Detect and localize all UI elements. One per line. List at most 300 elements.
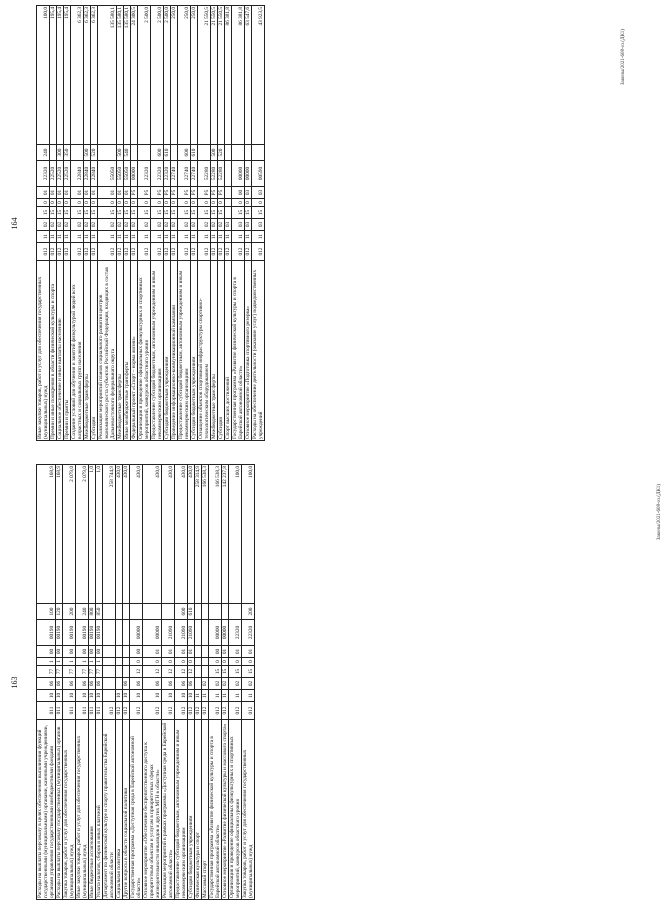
table-row bbox=[232, 6, 245, 441]
target-article-sub: 0 bbox=[252, 199, 265, 207]
table-row bbox=[198, 6, 211, 441]
table-row bbox=[252, 6, 265, 441]
table-row bbox=[103, 465, 116, 900]
amount: 166 538,3 bbox=[202, 465, 209, 604]
row-name: Предоставление субсидий бюджетным, автономным учреждениям и иным некоммерческим организациям bbox=[178, 261, 191, 441]
subsection-code: 02 bbox=[151, 219, 164, 231]
row-name: Создание условий для обучения и занятий физкультурой людей всех возрастных и социальных групп населения bbox=[71, 261, 84, 441]
table-row bbox=[130, 465, 143, 900]
target-article-sub: 1 bbox=[56, 658, 63, 666]
target-article-sub: 0 bbox=[117, 199, 124, 207]
subsection-code: 02 bbox=[198, 219, 211, 231]
subsection-code: 06 bbox=[89, 678, 96, 690]
expense-type bbox=[103, 604, 116, 620]
amount: 1,0 bbox=[89, 465, 96, 604]
grbs-code: 012 bbox=[37, 243, 50, 261]
grbs-code: 012 bbox=[117, 243, 124, 261]
subsection-code: 02 bbox=[84, 219, 91, 231]
target-article-event: 01 bbox=[242, 646, 255, 658]
amount: 258 314,9 bbox=[195, 465, 202, 604]
target-article-direction: 00590 bbox=[252, 161, 265, 187]
target-article-program: 12 bbox=[130, 666, 143, 678]
row-name: Физическая культура и спорт bbox=[195, 720, 202, 900]
target-article-event: 00 bbox=[63, 646, 76, 658]
amount: 135 580,1 bbox=[124, 6, 131, 145]
section-code: 10 bbox=[76, 690, 89, 702]
subsection-code: 02 bbox=[229, 678, 242, 690]
target-article-event bbox=[103, 646, 116, 658]
target-article-direction: 00000 bbox=[232, 161, 245, 187]
amount: 195,4 bbox=[50, 6, 57, 145]
target-article-sub bbox=[202, 658, 209, 666]
table-row bbox=[225, 6, 232, 441]
target-article-direction bbox=[116, 620, 123, 646]
target-article-sub: 0 bbox=[151, 199, 164, 207]
section-code: 10 bbox=[162, 690, 175, 702]
amount: 6 362,3 bbox=[71, 6, 84, 145]
target-article-direction bbox=[103, 620, 116, 646]
section-code: 10 bbox=[116, 690, 123, 702]
target-article-direction: 21090 bbox=[175, 620, 188, 646]
section-code: 11 bbox=[245, 231, 252, 243]
target-article-direction: 52280 bbox=[218, 161, 225, 187]
row-name: Расходы на выплаты персоналу в целях обеспечения выполнения функций государственными (муниципальными) органами, казенными учреждениями, органами управления государственными внебюджетными фондами bbox=[37, 720, 56, 900]
target-article-event: 01 bbox=[124, 187, 131, 199]
section-code: 10 bbox=[63, 690, 76, 702]
row-name: Реализация мероприятий планов социального развития центров экономического роста субъектов Российской Федерации, входящих в состав Дальневосточного федерального округа bbox=[98, 261, 117, 441]
target-article-event: 01 bbox=[37, 187, 50, 199]
target-article-direction: 21090 bbox=[188, 620, 195, 646]
row-name: Закупка товаров, работ и услуг для обеспечения государственных (муниципальных) нужд bbox=[63, 720, 76, 900]
target-article-direction: 00190 bbox=[96, 620, 103, 646]
target-article-sub: 0 bbox=[37, 199, 50, 207]
target-article-program: 77 bbox=[89, 666, 96, 678]
table-row bbox=[175, 465, 188, 900]
row-name: Спорт высших достижений bbox=[225, 261, 232, 441]
section-code: 11 bbox=[71, 231, 84, 243]
amount: 135 580,1 bbox=[98, 6, 117, 145]
target-article-event: 01 bbox=[57, 187, 64, 199]
subsection-code bbox=[195, 678, 202, 690]
target-article-sub: 0 bbox=[131, 199, 138, 207]
target-article-event: 00 bbox=[130, 646, 143, 658]
amount: 430,0 bbox=[143, 465, 162, 604]
target-article-event: 01 bbox=[64, 187, 71, 199]
expense-type: 200 bbox=[63, 604, 76, 620]
subsection-code: 02 bbox=[202, 678, 209, 690]
target-article-sub: 0 bbox=[164, 199, 171, 207]
expense-type bbox=[198, 145, 211, 161]
target-article-event: 00 bbox=[76, 646, 89, 658]
grbs-code: 012 bbox=[130, 702, 143, 720]
amount: 430,0 bbox=[188, 465, 195, 604]
expense-type: 240 bbox=[76, 604, 89, 620]
amount: 2 500,0 bbox=[151, 6, 164, 145]
table-row bbox=[50, 6, 57, 441]
amount: 430,0 bbox=[116, 465, 123, 604]
section-code: 11 bbox=[218, 231, 225, 243]
table-row bbox=[96, 465, 103, 900]
row-name: Иные бюджетные ассигнования bbox=[89, 720, 96, 900]
subsection-code: 06 bbox=[37, 678, 56, 690]
target-article-program: 77 bbox=[63, 666, 76, 678]
row-name: Межбюджетные трансферты bbox=[211, 261, 218, 441]
amount: 195,4 bbox=[64, 6, 71, 145]
amount: 195,4 bbox=[57, 6, 64, 145]
target-article-event: P5 bbox=[151, 187, 164, 199]
target-article-program: 15 bbox=[252, 207, 265, 219]
table-row bbox=[188, 465, 195, 900]
target-article-program: 77 bbox=[37, 666, 56, 678]
amount: 86 381,8 bbox=[232, 6, 245, 145]
grbs-code: 012 bbox=[229, 702, 242, 720]
target-article-sub: 0 bbox=[191, 199, 198, 207]
subsection-code: 03 bbox=[252, 219, 265, 231]
target-article-direction: 55050 bbox=[117, 161, 124, 187]
row-name: Массовый спорт bbox=[202, 720, 209, 900]
row-name: Другие вопросы в области социальной политики bbox=[123, 720, 130, 900]
budget-table bbox=[36, 464, 255, 900]
subsection-code: 06 bbox=[63, 678, 76, 690]
target-article-direction: 22740 bbox=[178, 161, 191, 187]
target-article-program: 15 bbox=[57, 207, 64, 219]
table-row bbox=[222, 465, 229, 900]
target-article-program: 15 bbox=[209, 666, 222, 678]
section-code: 10 bbox=[143, 690, 162, 702]
target-article-program: 15 bbox=[211, 207, 218, 219]
section-code: 11 bbox=[164, 231, 171, 243]
expense-type bbox=[209, 604, 222, 620]
target-article-event: 00 bbox=[37, 646, 56, 658]
target-article-event: P5 bbox=[198, 187, 211, 199]
row-name: Федеральный проект «Спорт – норма жизни» bbox=[131, 261, 138, 441]
section-code: 11 bbox=[232, 231, 245, 243]
row-name: Расходы на выплаты персоналу государственных (муниципальных) органов bbox=[56, 720, 63, 900]
target-article-direction: 55050 bbox=[98, 161, 117, 187]
subsection-code: 02 bbox=[131, 219, 138, 231]
subsection-code: 02 bbox=[164, 219, 171, 231]
row-name: Организация и проведение официальных физкультурных и спортивных мероприятий, конкурсов областного уровня bbox=[138, 261, 151, 441]
subsection-code: 06 bbox=[175, 678, 188, 690]
expense-type bbox=[138, 145, 151, 161]
subsection-code: 02 bbox=[242, 678, 255, 690]
target-article-program: 15 bbox=[245, 207, 252, 219]
grbs-code: 012 bbox=[175, 702, 188, 720]
grbs-code: 012 bbox=[245, 243, 252, 261]
grbs-code: 012 bbox=[57, 243, 64, 261]
row-name: Субсидии бюджетным учреждениям bbox=[191, 261, 198, 441]
target-article-sub: 0 bbox=[188, 658, 195, 666]
budget-table bbox=[36, 5, 265, 441]
subsection-code: 02 bbox=[91, 219, 98, 231]
expense-type: 600 bbox=[175, 604, 188, 620]
section-code: 11 bbox=[91, 231, 98, 243]
target-article-event: 01 bbox=[229, 646, 242, 658]
target-article-program bbox=[202, 666, 209, 678]
amount: 168,9 bbox=[56, 465, 63, 604]
table-row bbox=[191, 6, 198, 441]
expense-type: 500 bbox=[211, 145, 218, 161]
grbs-code: 012 bbox=[131, 243, 138, 261]
grbs-code: 012 bbox=[198, 243, 211, 261]
grbs-code: 012 bbox=[209, 702, 222, 720]
target-article-sub bbox=[116, 658, 123, 666]
target-article-program: 15 bbox=[64, 207, 71, 219]
table-row bbox=[143, 465, 162, 900]
grbs-code: 012 bbox=[178, 243, 191, 261]
target-article-direction: 22840 bbox=[91, 161, 98, 187]
section-code: 11 bbox=[151, 231, 164, 243]
target-article-direction: 00000 bbox=[222, 620, 229, 646]
target-article-program: 15 bbox=[191, 207, 198, 219]
target-article-event: 01 bbox=[50, 187, 57, 199]
subsection-code: 02 bbox=[117, 219, 124, 231]
amount: 21 550,5 bbox=[218, 6, 225, 145]
expense-type bbox=[116, 604, 123, 620]
footer-note: Законы/2021-608-оз.(ДК1) bbox=[657, 484, 662, 540]
grbs-code: 012 bbox=[151, 243, 164, 261]
row-name: Премии и иные поощрения в области физической культуры и спорта bbox=[50, 261, 57, 441]
amount: 24 300,5 bbox=[131, 6, 138, 145]
expense-type bbox=[143, 604, 162, 620]
expense-type: 200 bbox=[242, 604, 255, 620]
section-code: 10 bbox=[89, 690, 96, 702]
table-row bbox=[64, 6, 71, 441]
target-article-sub: 0 bbox=[64, 199, 71, 207]
amount: 430,0 bbox=[123, 465, 130, 604]
row-name: Межбюджетные трансферты bbox=[117, 261, 124, 441]
target-article-event bbox=[123, 646, 130, 658]
target-article-sub: 0 bbox=[211, 199, 218, 207]
grbs-code: 012 bbox=[143, 702, 162, 720]
target-article-event: P5 bbox=[191, 187, 198, 199]
section-code: 11 bbox=[124, 231, 131, 243]
target-article-program: 15 bbox=[198, 207, 211, 219]
target-article-sub: 0 bbox=[232, 199, 245, 207]
amount: 21 550,5 bbox=[211, 6, 218, 145]
page-number: 164 bbox=[10, 217, 19, 230]
subsection-code: 02 bbox=[71, 219, 84, 231]
target-article-sub: 0 bbox=[57, 199, 64, 207]
target-article-sub: 0 bbox=[130, 658, 143, 666]
expense-type: 540 bbox=[124, 145, 131, 161]
target-article-sub: 0 bbox=[138, 199, 151, 207]
row-name: Департамент по физической культуре и спорту правительства Еврейской автономной области bbox=[103, 720, 116, 900]
row-name: Премии и гранты bbox=[64, 261, 71, 441]
expense-type: 610 bbox=[191, 145, 198, 161]
target-article-sub: 0 bbox=[242, 658, 255, 666]
target-article-direction: 22520 bbox=[50, 161, 57, 187]
row-name: Субсидии bbox=[218, 261, 225, 441]
subsection-code: 02 bbox=[171, 219, 178, 231]
target-article-event: 01 bbox=[71, 187, 84, 199]
subsection-code: 06 bbox=[130, 678, 143, 690]
target-article-event: 00 bbox=[96, 646, 103, 658]
row-name: Проведение информационно-коммуникационной кампании bbox=[171, 261, 178, 441]
grbs-code: 011 bbox=[89, 702, 96, 720]
target-article-direction: 22320 bbox=[242, 620, 255, 646]
grbs-code: 012 bbox=[195, 702, 202, 720]
target-article-event: 00 bbox=[209, 646, 222, 658]
grbs-code: 012 bbox=[116, 702, 123, 720]
row-name: Иные закупки товаров, работ и услуг для обеспечения государственных (муниципальных) нужд bbox=[76, 720, 89, 900]
section-code: 11 bbox=[211, 231, 218, 243]
target-article-program: 15 bbox=[84, 207, 91, 219]
target-article-direction: 52280 bbox=[211, 161, 218, 187]
target-article-sub: 1 bbox=[76, 658, 89, 666]
expense-type: 120 bbox=[56, 604, 63, 620]
target-article-direction: 22840 bbox=[71, 161, 84, 187]
subsection-code bbox=[116, 678, 123, 690]
section-code: 11 bbox=[195, 690, 202, 702]
section-code: 10 bbox=[130, 690, 143, 702]
subsection-code: 02 bbox=[191, 219, 198, 231]
row-name: Субсидии бюджетным учреждениям bbox=[188, 720, 195, 900]
target-article-program: 15 bbox=[171, 207, 178, 219]
target-article-program bbox=[195, 666, 202, 678]
row-name: Предоставление субсидий бюджетным, автономным учреждениям и иным некоммерческим организациям bbox=[151, 261, 164, 441]
expense-type bbox=[225, 145, 232, 161]
expense-type: 610 bbox=[164, 145, 171, 161]
target-article-sub: 1 bbox=[37, 658, 56, 666]
target-article-sub: 1 bbox=[96, 658, 103, 666]
target-article-sub bbox=[103, 658, 116, 666]
amount: 430,0 bbox=[175, 465, 188, 604]
table-row bbox=[245, 6, 252, 441]
grbs-code: 012 bbox=[138, 243, 151, 261]
target-article-direction bbox=[225, 161, 232, 187]
target-article-event: 01 bbox=[91, 187, 98, 199]
grbs-code: 012 bbox=[162, 702, 175, 720]
page-164 bbox=[10, 6, 265, 441]
expense-type: 600 bbox=[151, 145, 164, 161]
amount: 43 923,5 bbox=[252, 6, 265, 145]
expense-type bbox=[229, 604, 242, 620]
target-article-direction: 00000 bbox=[131, 161, 138, 187]
amount: 2 500,0 bbox=[138, 6, 151, 145]
section-code: 11 bbox=[229, 690, 242, 702]
table-row bbox=[164, 6, 171, 441]
target-article-sub: 0 bbox=[178, 199, 191, 207]
target-article-direction: 22520 bbox=[57, 161, 64, 187]
section-code: 11 bbox=[225, 231, 232, 243]
expense-type bbox=[131, 145, 138, 161]
table-row bbox=[89, 465, 96, 900]
target-article-event: P5 bbox=[178, 187, 191, 199]
target-article-sub: 0 bbox=[50, 199, 57, 207]
grbs-code: 012 bbox=[91, 243, 98, 261]
grbs-code: 012 bbox=[218, 243, 225, 261]
target-article-direction: 22520 bbox=[64, 161, 71, 187]
row-name: Основное мероприятие «Обеспечение беспрепятственного доступа к приоритетным объектам и услугам в приоритетных сферах жизнедеятельности инвалидов и других МГН в области» bbox=[143, 720, 162, 900]
target-article-direction: 22840 bbox=[84, 161, 91, 187]
target-article-event: 01 bbox=[98, 187, 117, 199]
section-code: 10 bbox=[37, 690, 56, 702]
row-name: Реализация мероприятий в рамках программы «Доступная среда в Еврейской автономной области» bbox=[162, 720, 175, 900]
table-row bbox=[138, 6, 151, 441]
target-article-sub: 0 bbox=[171, 199, 178, 207]
target-article-sub: 0 bbox=[84, 199, 91, 207]
section-code: 11 bbox=[222, 690, 229, 702]
target-article-event: 03 bbox=[252, 187, 265, 199]
target-article-program: 15 bbox=[218, 207, 225, 219]
target-article-sub: 0 bbox=[222, 658, 229, 666]
subsection-code: 06 bbox=[56, 678, 63, 690]
expense-type bbox=[202, 604, 209, 620]
amount: 166 538,3 bbox=[209, 465, 222, 604]
amount: 142 237,8 bbox=[222, 465, 229, 604]
row-name: Основное мероприятие «Подготовка спортивного резерва» bbox=[245, 261, 252, 441]
section-code: 11 bbox=[98, 231, 117, 243]
expense-type bbox=[98, 145, 117, 161]
target-article-sub: 0 bbox=[143, 658, 162, 666]
grbs-code: 012 bbox=[211, 243, 218, 261]
expense-type bbox=[162, 604, 175, 620]
subsection-code: 03 bbox=[245, 219, 252, 231]
amount: 6 362,3 bbox=[84, 6, 91, 145]
table-row bbox=[162, 465, 175, 900]
expense-type bbox=[130, 604, 143, 620]
grbs-code: 012 bbox=[124, 243, 131, 261]
row-name: Государственная программа «Развитие физической культуры и спорта в Еврейской автономной области» bbox=[232, 261, 245, 441]
target-article-program: 15 bbox=[37, 207, 50, 219]
target-article-direction: 21090 bbox=[162, 620, 175, 646]
section-code: 11 bbox=[117, 231, 124, 243]
expense-type: 300 bbox=[57, 145, 64, 161]
target-article-direction: 00190 bbox=[56, 620, 63, 646]
subsection-code: 02 bbox=[124, 219, 131, 231]
row-name: Государственная программа «Доступная среда в Еврейской автономной области» bbox=[130, 720, 143, 900]
table-row bbox=[242, 465, 255, 900]
table-row bbox=[218, 6, 225, 441]
target-article-direction: 52280 bbox=[198, 161, 211, 187]
expense-type bbox=[245, 145, 252, 161]
row-name: Иные закупки товаров, работ и услуг для обеспечения государственных (муниципальных) нужд bbox=[37, 261, 50, 441]
table-row bbox=[98, 6, 117, 441]
subsection-code: 06 bbox=[162, 678, 175, 690]
subsection-code: 03 bbox=[232, 219, 245, 231]
table-row bbox=[195, 465, 202, 900]
expense-type: 500 bbox=[84, 145, 91, 161]
subsection-code: 02 bbox=[218, 219, 225, 231]
grbs-code: 012 bbox=[98, 243, 117, 261]
target-article-direction: 22320 bbox=[37, 161, 50, 187]
table-row bbox=[171, 6, 178, 441]
target-article-program bbox=[103, 666, 116, 678]
subsection-code: 06 bbox=[143, 678, 162, 690]
row-name: Закупка товаров, работ и услуг для обеспечения государственных (муниципальных) нужд bbox=[242, 720, 255, 900]
table-row bbox=[123, 465, 130, 900]
section-code: 11 bbox=[138, 231, 151, 243]
target-article-sub bbox=[195, 658, 202, 666]
section-code: 10 bbox=[96, 690, 103, 702]
section-code: 10 bbox=[175, 690, 188, 702]
target-article-direction: 22320 bbox=[138, 161, 151, 187]
grbs-code: 011 bbox=[37, 702, 56, 720]
expense-type: 600 bbox=[178, 145, 191, 161]
target-article-event: 01 bbox=[175, 646, 188, 658]
target-article-program: 15 bbox=[229, 666, 242, 678]
grbs-code: 012 bbox=[64, 243, 71, 261]
section-code: 11 bbox=[64, 231, 71, 243]
section-code: 10 bbox=[123, 690, 130, 702]
target-article-direction bbox=[123, 620, 130, 646]
grbs-code: 012 bbox=[71, 243, 84, 261]
target-article-direction: 00000 bbox=[209, 620, 222, 646]
target-article-direction: 22740 bbox=[191, 161, 198, 187]
table-row bbox=[76, 465, 89, 900]
table-row bbox=[116, 465, 123, 900]
